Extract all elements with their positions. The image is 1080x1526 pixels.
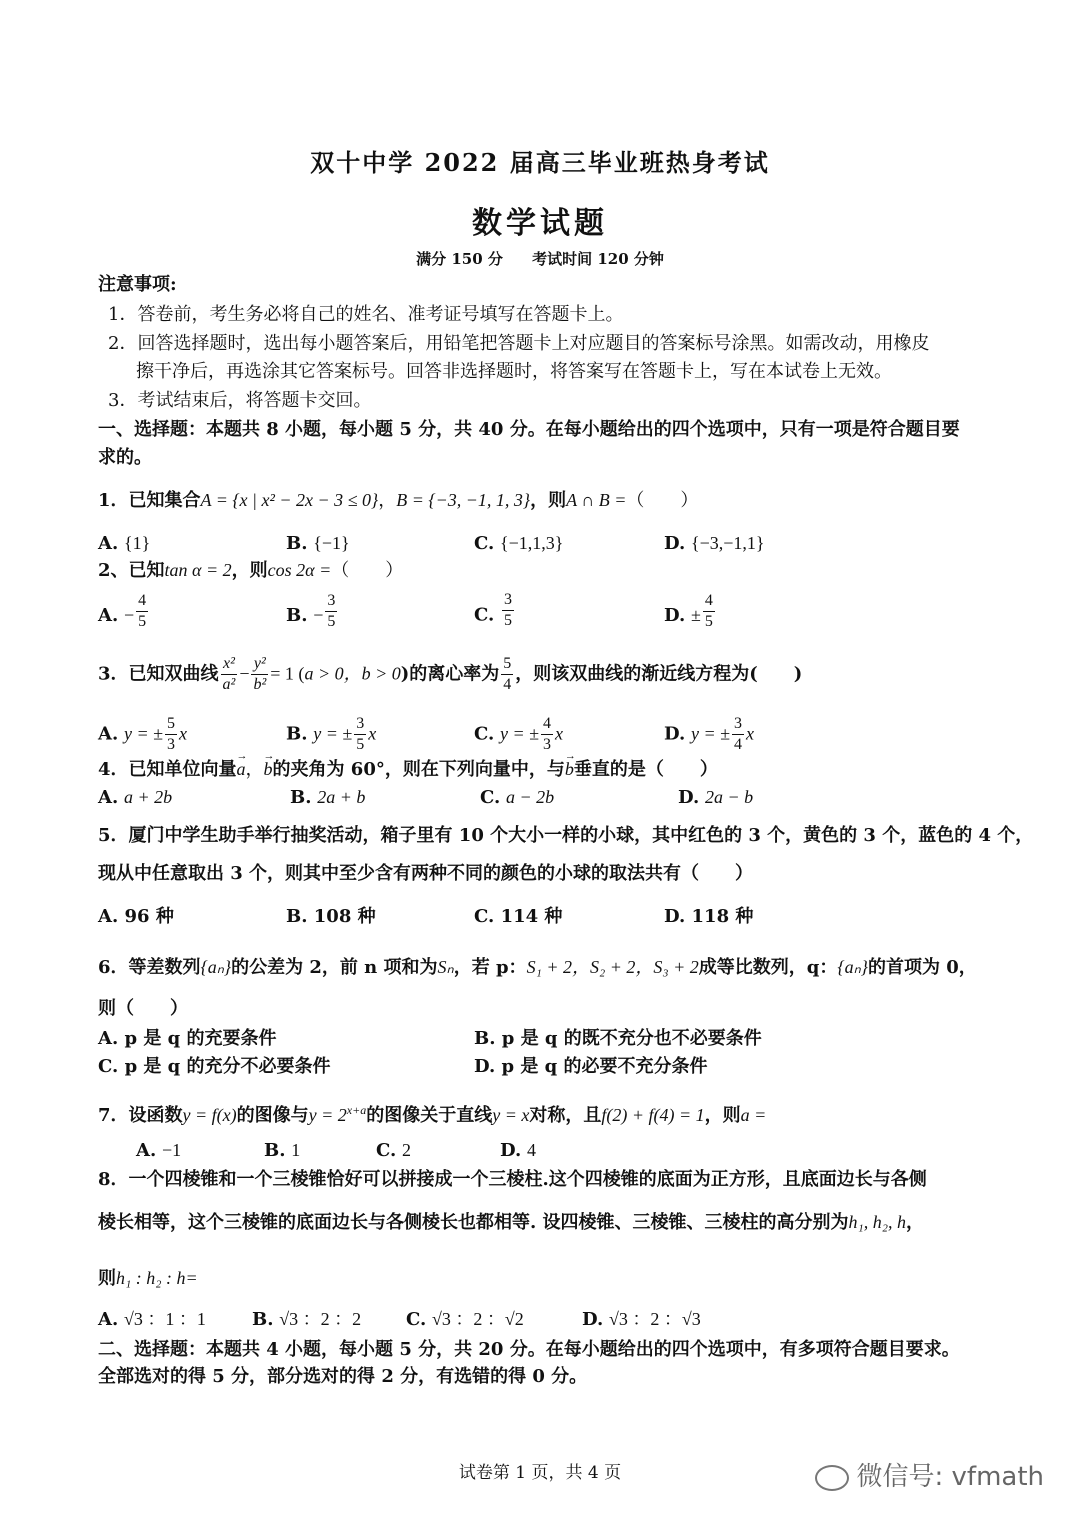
question-1-stem xyxy=(98,487,698,514)
q2-then: ，则 xyxy=(231,560,268,581)
q2-option-d-fraction xyxy=(703,593,715,630)
q1-set-a: A = {x | x² − 2x − 3 ≤ 0} xyxy=(200,490,379,510)
q8-option-a-label: A. xyxy=(98,1309,119,1330)
q6-seq2: {aₙ} xyxy=(837,957,868,977)
q3-option-c xyxy=(474,716,563,753)
q6-option-b xyxy=(474,1026,762,1052)
q6-sn: Sₙ xyxy=(437,957,454,977)
q8-line3-text: 则 xyxy=(98,1268,116,1289)
q1-then: ，则 xyxy=(530,490,567,511)
q3-tail: ，则该双曲线的渐近线方程为( ) xyxy=(515,663,803,685)
q2-option-b xyxy=(286,591,339,630)
q3-c-num: 4 xyxy=(541,716,553,735)
q8-option-d-label: D. xyxy=(582,1309,604,1330)
question-3-stem xyxy=(98,656,802,693)
q3-b-num: 3 xyxy=(354,716,366,735)
q6-mid1: 的公差为 2，前 n 项和为 xyxy=(231,957,438,978)
q7-cond: f(2) + f(4) = 1 xyxy=(601,1105,705,1125)
q5-option-a-label: A. xyxy=(98,906,119,927)
q7-f2-exponent: x+a xyxy=(346,1103,367,1117)
q3-e-fraction xyxy=(501,656,513,693)
q1-lead: 1．已知集合 xyxy=(98,490,201,511)
q3-e-num: 5 xyxy=(501,656,513,675)
q7-option-b xyxy=(264,1137,300,1164)
q2-option-b-fraction xyxy=(325,593,337,630)
q6-tail: 的首项为 0， xyxy=(867,957,977,978)
score-info: 满分 150 分 xyxy=(416,250,503,268)
q2-option-a-sign: − xyxy=(123,605,135,625)
q3-option-d-pre: y = ± xyxy=(690,723,730,744)
q2-option-a-label: A. xyxy=(98,605,119,626)
page-footer: 试卷第 1 页，共 4 页 xyxy=(458,1463,622,1483)
q2-a-num: 4 xyxy=(136,593,148,612)
q8-option-b-label: B. xyxy=(252,1309,274,1330)
question-2-options xyxy=(98,592,998,640)
q7-f1: y = f(x) xyxy=(182,1105,237,1125)
q6-option-d-label: D. xyxy=(474,1056,496,1077)
q2-cond: tan α = 2 xyxy=(164,560,232,580)
q3-option-d xyxy=(664,716,754,753)
q5-option-c-text: 114 种 xyxy=(500,906,563,927)
q1-option-c xyxy=(474,530,563,557)
q4-option-b-label: B. xyxy=(290,787,312,808)
q4-option-c xyxy=(480,784,554,811)
q3-y-den: b² xyxy=(253,676,267,693)
q3-option-d-label: D. xyxy=(664,723,686,745)
q6-mid2: ，若 p： xyxy=(453,957,527,978)
q3-option-c-pre: y = ± xyxy=(500,723,540,744)
q3-option-a-fraction xyxy=(165,716,177,753)
wechat-icon xyxy=(815,1465,849,1491)
exam-subject-title: 数学试题 xyxy=(472,206,608,241)
q3-option-c-label: C. xyxy=(474,723,495,745)
q3-x-num: x² xyxy=(221,656,238,675)
q2-option-c xyxy=(474,591,516,629)
q2-option-a xyxy=(98,591,150,630)
q5-option-d-label: D. xyxy=(664,906,686,927)
q3-option-a xyxy=(98,716,187,753)
q8-option-d xyxy=(582,1306,701,1333)
notice-item-1: 1．答卷前，考生务必将自己的姓名、准考证号填写在答题卡上。 xyxy=(108,304,624,325)
q1-option-a-label: A. xyxy=(98,533,119,554)
q7-mid2: 的图像关于直线 xyxy=(366,1105,493,1126)
question-4-stem xyxy=(98,756,718,783)
question-6-stem xyxy=(98,954,977,981)
q3-option-b-fraction xyxy=(354,716,366,753)
q2-option-b-label: B. xyxy=(286,605,308,626)
q7-lead: 7．设函数 xyxy=(98,1105,183,1126)
q6-mid3: 成等比数列，q： xyxy=(698,957,838,978)
q8-ratio: h₁ : h₂ : h= xyxy=(116,1268,198,1288)
q7-ask: a = xyxy=(740,1105,767,1125)
q3-x-fraction xyxy=(221,656,238,693)
q7-option-d-label: D. xyxy=(500,1140,522,1161)
q7-option-b-label: B. xyxy=(264,1140,286,1161)
q4-option-d-text: 2a − b xyxy=(704,787,754,807)
q3-option-c-post: x xyxy=(555,723,564,744)
q5-option-a xyxy=(98,904,174,930)
q3-c-den: 3 xyxy=(543,736,552,753)
q8-option-b xyxy=(252,1306,361,1333)
section2-line2: 全部选对的得 5 分，部分选对的得 2 分，有选错的得 0 分。 xyxy=(98,1366,588,1387)
q1-sep: ， xyxy=(378,490,397,511)
q7-option-d xyxy=(500,1137,536,1164)
watermark-text: 微信号: vfmath xyxy=(856,1462,1044,1492)
watermark xyxy=(815,1456,1045,1493)
question-6-line2: 则（ ） xyxy=(98,998,188,1019)
q6-option-a-text: p 是 q 的充要条件 xyxy=(124,1028,277,1049)
q7-option-c-label: C. xyxy=(376,1140,397,1161)
q3-option-b-post: x xyxy=(368,723,377,744)
q8-line2-text: 棱长相等，这个三棱锥的底面边长与各侧棱长也都相等. 设四棱锥、三棱锥、三棱柱的高分别为 xyxy=(98,1212,849,1233)
q1-expr: A ∩ B = xyxy=(566,490,627,510)
q3-option-a-post: x xyxy=(178,723,187,744)
q2-option-a-fraction xyxy=(136,593,148,630)
q8-option-c-text: √3 ：2 ：√2 xyxy=(432,1309,524,1329)
q5-option-d xyxy=(664,904,753,930)
q8-option-b-text: √3 ：2 ：2 xyxy=(279,1309,362,1329)
q4-sep: ， xyxy=(245,759,264,780)
q2-option-b-sign: − xyxy=(313,605,324,625)
q4-mid: 的夹角为 60°，则在下列向量中，与 xyxy=(272,759,565,780)
q3-minus: − xyxy=(239,663,250,684)
q6-option-b-label: B. xyxy=(474,1028,496,1049)
q1-option-a xyxy=(98,530,150,557)
section1-line1: 一、选择题：本题共 8 小题，每小题 5 分，共 40 分。在每小题给出的四个选项中，只有一项是符合题目要 xyxy=(98,419,960,440)
q4-vector-a: → a xyxy=(237,756,246,782)
question-8-line2 xyxy=(98,1209,924,1236)
q7-f2: y = 2 xyxy=(308,1105,347,1125)
q2-d-num: 4 xyxy=(703,593,715,612)
q7-option-a-label: A. xyxy=(136,1140,157,1161)
notice-item-2: 2．回答选择题时，选出每小题答案后，用铅笔把答题卡上对应题目的答案标号涂黑。如需改动，用橡皮 xyxy=(108,333,930,354)
exam-school-title: 双十中学 2022 届高三毕业班热身考试 xyxy=(310,148,770,177)
q2-b-num: 3 xyxy=(325,593,337,612)
q1-option-a-text: {1} xyxy=(123,533,151,553)
q1-option-c-label: C. xyxy=(474,533,495,554)
q7-option-c xyxy=(376,1137,411,1164)
q7-option-c-text: 2 xyxy=(402,1140,412,1160)
q4-option-b-text: 2a + b xyxy=(317,787,366,807)
q4-option-b xyxy=(290,784,365,811)
q1-option-b-text: {−1} xyxy=(313,533,350,553)
q3-y-num: y² xyxy=(251,656,268,675)
q1-set-b: B = {−3, −1, 1, 3} xyxy=(396,490,531,510)
q6-option-a-label: A. xyxy=(98,1028,119,1049)
q1-option-c-text: {−1,1,3} xyxy=(500,533,564,553)
q8-heights: h₁, h₂, h xyxy=(848,1212,907,1232)
question-5-line2: 现从中任意取出 3 个，则其中至少含有两种不同的颜色的小球的取法共有（ ） xyxy=(98,863,754,884)
q3-a-den: 3 xyxy=(166,736,175,753)
notice-item-2-cont: 擦干净后，再选涂其它答案标号。回答非选择题时，将答案写在答题卡上，写在本试卷上无效。 xyxy=(136,361,892,382)
notice-item-3: 3．考试结束后，将答题卡交回。 xyxy=(108,390,372,411)
q3-b-den: 5 xyxy=(356,736,365,753)
exam-meta xyxy=(0,248,1080,269)
q1-paren: （ ） xyxy=(626,490,699,511)
q6-option-b-text: p 是 q 的既不充分也不必要条件 xyxy=(501,1028,762,1049)
q7-line: y = x xyxy=(492,1105,530,1125)
q7-option-a-text: −1 xyxy=(161,1140,182,1160)
q3-e-den: 4 xyxy=(503,676,512,693)
q3-eq: = 1 ( xyxy=(270,663,305,684)
q5-option-d-text: 118 种 xyxy=(691,906,754,927)
q3-x-den: a² xyxy=(222,676,236,693)
q4-tail: 垂直的是（ ） xyxy=(573,759,718,780)
q1-option-b-label: B. xyxy=(286,533,308,554)
q6-option-c xyxy=(98,1054,331,1080)
q4-option-a xyxy=(98,784,172,811)
q3-option-a-label: A. xyxy=(98,723,119,745)
q6-option-d xyxy=(474,1054,708,1080)
q7-option-d-text: 4 xyxy=(526,1140,536,1160)
q2-b-den: 5 xyxy=(327,612,336,630)
q6-option-c-label: C. xyxy=(98,1056,119,1077)
question-8-line1: 8．一个四棱锥和一个三棱锥恰好可以拼接成一个三棱柱.这个四棱锥的底面为正方形，且底面边长与各侧 xyxy=(98,1169,927,1190)
q4-option-c-label: C. xyxy=(480,787,501,808)
q1-option-d-label: D. xyxy=(664,533,686,554)
q2-option-d-sign: ± xyxy=(690,605,701,625)
q2-lead: 2、已知 xyxy=(98,560,165,581)
q8-option-d-text: √3 ：2 ：√3 xyxy=(608,1309,701,1329)
q4-option-d-label: D. xyxy=(678,787,700,808)
q8-option-c xyxy=(406,1306,524,1333)
q2-d-den: 5 xyxy=(704,612,713,630)
q3-lead: 3．已知双曲线 xyxy=(98,663,219,685)
q7-option-a xyxy=(136,1137,181,1164)
q3-option-b-label: B. xyxy=(286,723,308,745)
q4-vector-b2: → b xyxy=(565,756,574,782)
q3-option-b xyxy=(286,716,376,753)
section2-line1: 二、选择题：本题共 4 小题，每小题 5 分，共 20 分。在每小题给出的四个选项中，有多项符合题目要求。 xyxy=(98,1339,960,1360)
question-2-stem xyxy=(98,557,403,584)
q2-option-d xyxy=(664,591,717,630)
q2-expr: cos 2α = xyxy=(267,560,332,580)
q2-option-c-fraction xyxy=(502,592,514,629)
q2-c-den: 5 xyxy=(504,612,513,629)
q7-mid4: ，则 xyxy=(704,1105,741,1126)
q8-option-a-text: √3 ：1 ：1 xyxy=(123,1309,206,1329)
q8-option-a xyxy=(98,1306,206,1333)
q6-option-a xyxy=(98,1026,277,1052)
q3-y-fraction xyxy=(251,656,268,693)
q4-option-a-text: a + 2b xyxy=(123,787,173,807)
q2-paren: （ ） xyxy=(331,560,404,581)
q3-mid: )的离心率为 xyxy=(400,663,500,685)
q2-c-num: 3 xyxy=(502,592,514,611)
q6-cond: S₁ + 2，S₂ + 2，S₃ + 2 xyxy=(526,957,699,977)
question-6-options xyxy=(98,1026,998,1082)
q5-option-b-label: B. xyxy=(286,906,308,927)
q8-line2-end: ， xyxy=(906,1212,925,1233)
q4-option-c-text: a − 2b xyxy=(506,787,555,807)
q7-option-b-text: 1 xyxy=(291,1140,301,1160)
q3-option-d-post: x xyxy=(745,723,754,744)
time-info: 考试时间 120 分钟 xyxy=(532,250,664,268)
q3-option-b-pre: y = ± xyxy=(313,723,353,744)
q2-option-c-label: C. xyxy=(474,604,495,626)
q1-option-d xyxy=(664,530,765,557)
q7-mid3: 对称，且 xyxy=(529,1105,602,1126)
q2-a-den: 5 xyxy=(138,612,147,630)
q6-option-c-text: p 是 q 的充分不必要条件 xyxy=(124,1056,331,1077)
q4-lead: 4．已知单位向量 xyxy=(98,759,237,780)
q4-vector-b: → b xyxy=(264,756,273,782)
q2-option-d-label: D. xyxy=(664,605,686,626)
q3-d-den: 4 xyxy=(733,736,742,753)
q6-lead: 6．等差数列 xyxy=(98,957,201,978)
q5-option-b xyxy=(286,904,376,930)
q5-option-b-text: 108 种 xyxy=(313,906,376,927)
q6-seq: {aₙ} xyxy=(200,957,232,977)
q6-option-d-text: p 是 q 的必要不充分条件 xyxy=(501,1056,708,1077)
q5-option-c xyxy=(474,904,562,930)
q4-option-a-label: A. xyxy=(98,787,119,808)
q4-option-d xyxy=(678,784,753,811)
question-7-stem xyxy=(98,1097,766,1129)
question-3-options xyxy=(98,712,998,756)
q3-d-num: 3 xyxy=(732,716,744,735)
q1-option-b xyxy=(286,530,350,557)
q8-option-c-label: C. xyxy=(406,1309,427,1330)
q5-option-c-label: C. xyxy=(474,906,495,927)
q5-option-a-text: 96 种 xyxy=(124,906,174,927)
notice-heading: 注意事项: xyxy=(98,274,177,295)
q3-cond: a > 0，b > 0 xyxy=(304,663,401,684)
q1-option-d-text: {−3,−1,1} xyxy=(690,533,765,553)
q3-option-c-fraction xyxy=(541,716,553,753)
q3-option-d-fraction xyxy=(732,716,744,753)
question-8-line3 xyxy=(98,1265,198,1292)
section1-line2: 求的。 xyxy=(98,447,152,468)
q7-mid1: 的图像与 xyxy=(236,1105,309,1126)
question-5-line1: 5．厦门中学生助手举行抽奖活动，箱子里有 10 个大小一样的小球，其中红色的 3 个，黄色的 3 个，蓝色的 4 个， xyxy=(98,825,1034,846)
q3-a-num: 5 xyxy=(165,716,177,735)
q3-option-a-pre: y = ± xyxy=(123,723,163,744)
